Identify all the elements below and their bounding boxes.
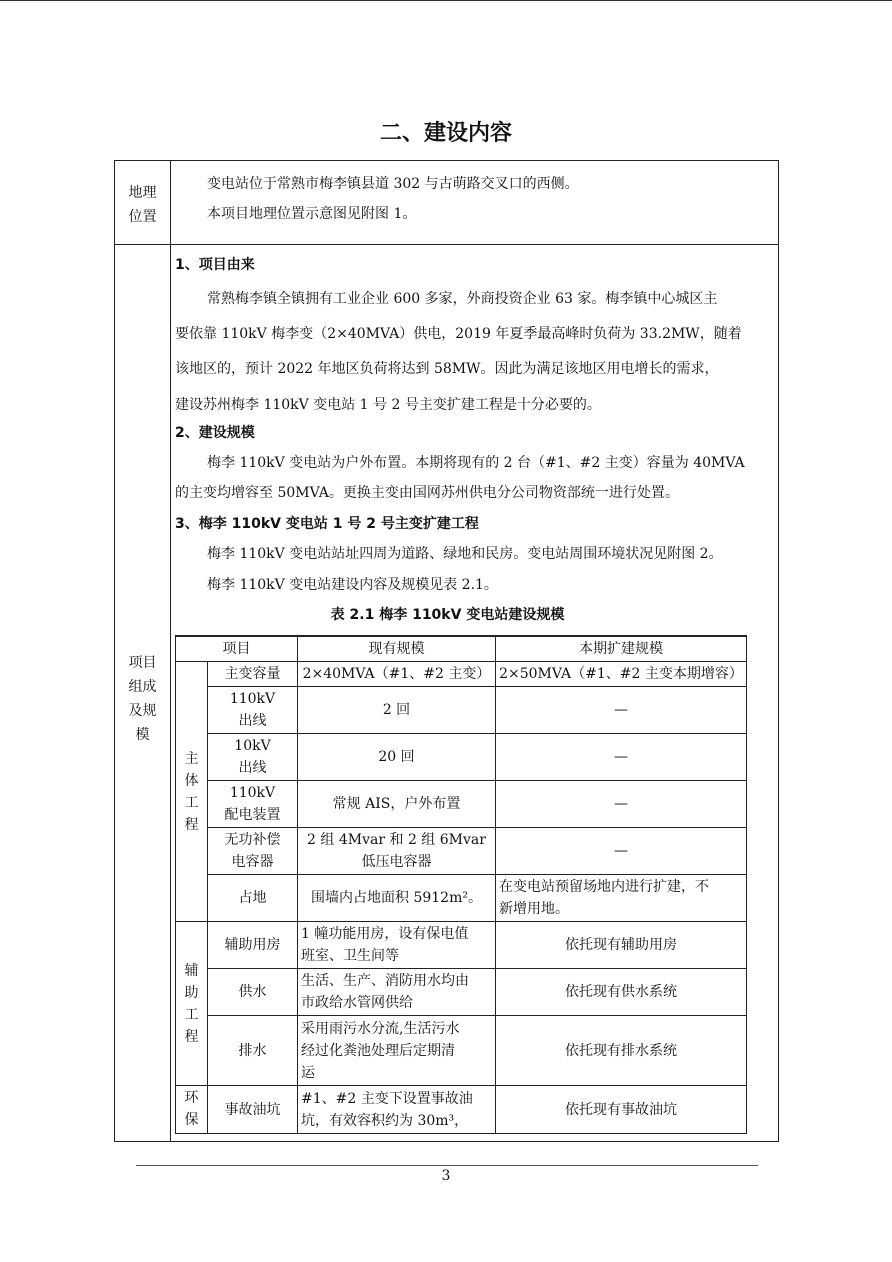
- section-title: 二、建设内容: [379, 121, 512, 146]
- table-row: [176, 1086, 747, 1134]
- cell-expansion: —: [496, 734, 747, 781]
- cell-item: 110kV 配电装置: [208, 781, 298, 828]
- cell-existing: #1、#2 主变下设置事故油 坑，有效容积约为 30m³，: [298, 1086, 496, 1134]
- section-3-line1: 梅李 110kV 变电站站址四周为道路、绿地和民房。变电站周围环境状况见附图 2。: [207, 546, 723, 562]
- section-1-line4: 建设苏州梅李 110kV 变电站 1 号 2 号主变扩建工程是十分必要的。: [175, 397, 601, 413]
- page-number: 3: [441, 1168, 451, 1184]
- scale-table: [175, 635, 747, 1134]
- section-1-line1: 常熟梅李镇全镇拥有工业企业 600 多家，外商投资企业 63 家。梅李镇中心城区主: [207, 291, 718, 307]
- cell-item: 占地: [208, 875, 298, 922]
- location-text-1: 变电站位于常熟市梅李镇县道 302 与古萌路交叉口的西侧。: [207, 176, 579, 192]
- table-row: [176, 781, 747, 828]
- section-1-line3: 该地区的，预计 2022 年地区负荷将达到 58MW。因此为满足该地区用电增长的需求，: [175, 361, 719, 377]
- cell-item: 110kV 出线: [208, 687, 298, 734]
- cell-item: 排水: [208, 1016, 298, 1086]
- row-divider: [115, 244, 778, 245]
- table-row: [176, 875, 747, 922]
- cell-item: 事故油坑: [208, 1086, 298, 1134]
- cell-expansion: 依托现有事故油坑: [496, 1086, 747, 1134]
- table-header-row: [176, 636, 747, 662]
- header-item: 项目: [176, 636, 298, 662]
- section-2-line1: 梅李 110kV 变电站为户外布置。本期将现有的 2 台（#1、#2 主变）容量为 40MVA: [207, 455, 745, 471]
- table-row: [176, 734, 747, 781]
- section-2-heading: 2、建设规模: [175, 425, 255, 441]
- top-rule: [0, 0, 892, 1]
- category-main: 主 体 工 程: [176, 662, 208, 922]
- header-existing: 现有规模: [298, 636, 496, 662]
- composition-label: [115, 651, 170, 747]
- content-table: [114, 160, 779, 1142]
- cell-existing: 围墙内占地面积 5912m²。: [298, 875, 496, 922]
- section-3-heading: 3、梅李 110kV 变电站 1 号 2 号主变扩建工程: [175, 516, 479, 532]
- cell-existing: 2×40MVA（#1、#2 主变）: [298, 662, 496, 687]
- cell-expansion: —: [496, 687, 747, 734]
- table-row: [176, 969, 747, 1016]
- label-column-divider: [170, 161, 171, 1141]
- location-label-line1: 地理: [128, 185, 157, 201]
- table-caption: 表 2.1 梅李 110kV 变电站建设规模: [330, 607, 565, 623]
- cell-item: 10kV 出线: [208, 734, 298, 781]
- table-row: [176, 1016, 747, 1086]
- section-1-line2: 要依靠 110kV 梅李变（2×40MVA）供电，2019 年夏季最高峰时负荷为 33.2MW，随着: [175, 326, 742, 342]
- cell-existing: 2 组 4Mvar 和 2 组 6Mvar 低压电容器: [298, 828, 496, 875]
- composition-label-line2: 组成: [128, 679, 157, 695]
- cell-existing: 采用雨污水分流,生活污水 经过化粪池处理后定期清 运: [298, 1016, 496, 1086]
- section-1-heading: 1、项目由来: [175, 257, 255, 273]
- composition-label-line3: 及规: [128, 703, 157, 719]
- cell-expansion: 在变电站预留场地内进行扩建，不 新增用地。: [496, 875, 747, 922]
- composition-label-line4: 模: [135, 727, 150, 743]
- cell-existing: 常规 AIS，户外布置: [298, 781, 496, 828]
- cell-expansion: —: [496, 828, 747, 875]
- table-row: [176, 828, 747, 875]
- cell-item: 无功补偿 电容器: [208, 828, 298, 875]
- cell-expansion: 依托现有辅助用房: [496, 922, 747, 969]
- cell-existing: 生活、生产、消防用水均由 市政给水管网供给: [298, 969, 496, 1016]
- header-expansion: 本期扩建规模: [496, 636, 747, 662]
- cell-expansion: 依托现有排水系统: [496, 1016, 747, 1086]
- cell-item: 主变容量: [208, 662, 298, 687]
- cell-item: 供水: [208, 969, 298, 1016]
- cell-expansion: 依托现有供水系统: [496, 969, 747, 1016]
- cell-existing: 20 回: [298, 734, 496, 781]
- category-auxiliary: 辅 助 工 程: [176, 922, 208, 1086]
- table-row: [176, 922, 747, 969]
- cell-existing: 2 回: [298, 687, 496, 734]
- category-env: 环 保: [176, 1086, 208, 1134]
- table-row: [176, 687, 747, 734]
- cell-item: 辅助用房: [208, 922, 298, 969]
- location-label: [115, 181, 170, 229]
- section-2-line2: 的主变均增容至 50MVA。更换主变由国网苏州供电分公司物资部统一进行处置。: [175, 485, 679, 501]
- table-row: [176, 662, 747, 687]
- location-text-2: 本项目地理位置示意图见附图 1。: [207, 206, 417, 222]
- cell-existing: 1 幢功能用房，设有保电值 班室、卫生间等: [298, 922, 496, 969]
- composition-label-line1: 项目: [128, 655, 157, 671]
- location-label-line2: 位置: [128, 209, 157, 225]
- cell-expansion: —: [496, 781, 747, 828]
- footer-rule: [136, 1165, 758, 1166]
- cell-expansion: 2×50MVA（#1、#2 主变本期增容）: [496, 662, 747, 687]
- section-3-line2: 梅李 110kV 变电站建设内容及规模见表 2.1。: [207, 577, 498, 593]
